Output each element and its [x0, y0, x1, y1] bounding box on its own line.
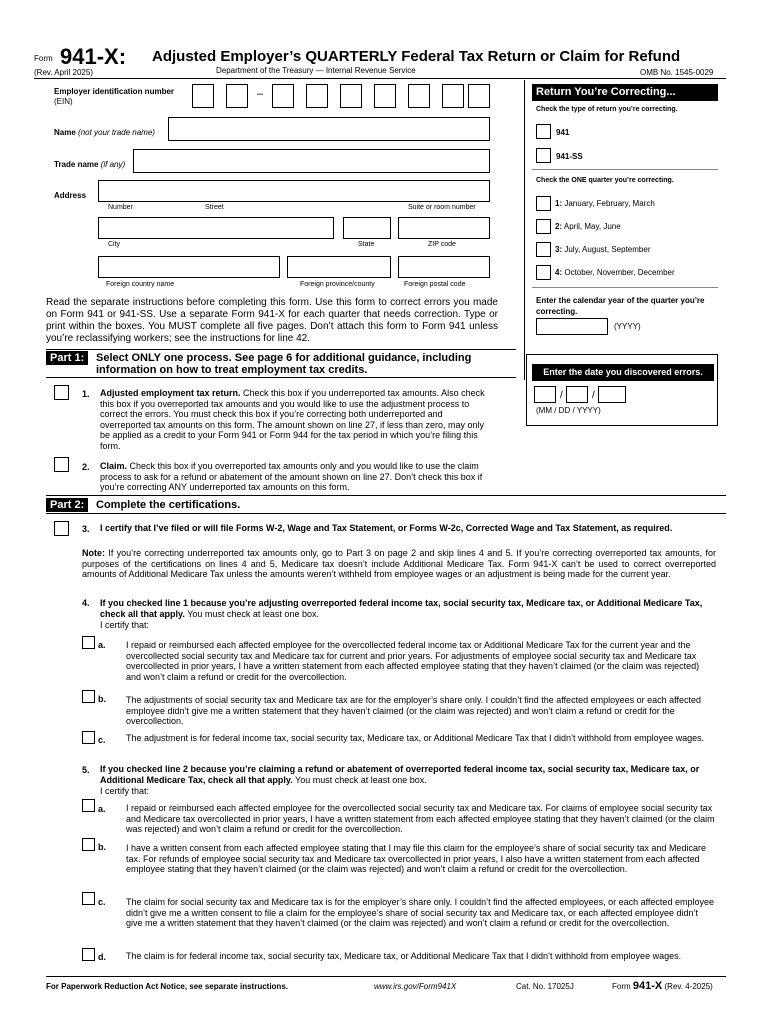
foreign-postal-caption: Foreign postal code: [404, 281, 466, 288]
omb-number: OMB No. 1545-0029: [640, 68, 714, 77]
line-5b-letter: b.: [98, 842, 106, 852]
part2-tag: Part 2:: [46, 498, 88, 512]
checkbox-quarter-3[interactable]: [536, 242, 551, 257]
line-3-number: 3.: [82, 524, 90, 534]
checkbox-line-4c[interactable]: [82, 731, 95, 744]
quarter-1-num: 1:: [555, 199, 563, 208]
checkbox-line-1[interactable]: [54, 385, 69, 400]
panel-rule-1: [532, 169, 718, 170]
date-format-caption: (MM / DD / YYYY): [536, 406, 601, 415]
line-4-certify: I certify that:: [100, 620, 150, 630]
paperwork-notice: For Paperwork Reduction Act Notice, see separate instructions.: [46, 982, 288, 991]
line-2-number: 2.: [82, 462, 90, 472]
line-1-bold: Adjusted employment tax return.: [100, 388, 241, 398]
header-rule: [34, 78, 726, 79]
line-4b-letter: b.: [98, 694, 106, 704]
quarter-1-text: January, February, March: [564, 199, 655, 208]
checkbox-line-2[interactable]: [54, 457, 69, 472]
line-5-body: You must check at least one box.: [292, 774, 427, 785]
date-day-field[interactable]: [566, 386, 588, 403]
line-4c-text: The adjustment is for federal income tax, social security tax, Medicare tax, or Additional Medicare Tax that I didn’t withhold from employee wages.: [126, 733, 705, 743]
line-2-text: [100, 461, 496, 493]
line-5-certify: I certify that:: [100, 786, 150, 796]
part1-title-rule: [46, 377, 516, 378]
line-5a-text: I repaid or reimbursed each affected employee for the overcollected social security tax and Medicare tax. For claims of employee social security tax and Medicare tax overcollected in prior years, I have a written statement from each affected employee stating that they haven’t claimed (or the claim was rejected) and won’t claim a refund or credit for the overcollection.: [126, 803, 715, 834]
line-5d-text: The claim is for federal income tax, social security tax, Medicare tax, or Additional Medicare Tax that I didn’t withhold from employee wages.: [126, 951, 682, 961]
checkbox-941[interactable]: [536, 124, 551, 139]
line-1-text: [100, 388, 496, 451]
line-4-bold: If you checked line 1 because you’re adjusting overreported federal income tax, social security tax, Medicare tax, or Additional Medicare Tax, check all that apply.: [100, 598, 703, 619]
ein-digit-4[interactable]: [306, 84, 328, 108]
check-quarter-label: [536, 177, 674, 184]
check-quarter-one: ONE: [571, 177, 587, 184]
address-street-field[interactable]: [98, 180, 490, 202]
part1-tag: Part 1:: [46, 351, 88, 365]
name-label: [54, 128, 155, 137]
state-field[interactable]: [343, 217, 391, 239]
checkbox-line-4a[interactable]: [82, 636, 95, 649]
ein-digit-6[interactable]: [374, 84, 396, 108]
line-4c-letter: c.: [98, 735, 106, 745]
line-2-body: Check this box if you overreported tax amounts only and you would like to use the claim process to ask for a refund or abatement of the amount shown on line 27. Don’t check this box if you’re correcting ANY underreported tax amounts on this form.: [100, 461, 483, 492]
line-4-number: 4.: [82, 598, 90, 608]
number-caption: Number: [108, 204, 133, 211]
line-2-bold: Claim.: [100, 461, 128, 471]
city-caption: City: [108, 241, 121, 248]
foreign-country-field[interactable]: [98, 256, 280, 278]
footer-rule: [46, 976, 726, 977]
name-label-text: Name: [54, 128, 76, 137]
check-quarter-pre: Check the: [536, 177, 572, 184]
ein-sublabel: (EIN): [54, 97, 73, 106]
date-discovered-header: Enter the date you discovered errors.: [532, 364, 714, 381]
line-4-body: You must check at least one box.: [184, 608, 319, 619]
checkbox-line-5b[interactable]: [82, 838, 95, 851]
zip-field[interactable]: [398, 217, 490, 239]
intro-paragraph: Read the separate instructions before completing this form. Use this form to correct errors you made on Form 941 or 941-SS. Use a separate Form 941-X for each quarter that needs correction. Type or print within the boxes. You MUST complete all five pages. Don’t attach this form to Form 941 unless you’re reclassifying workers; see the instructions for line 42.: [46, 297, 498, 344]
right-panel-divider: [524, 80, 525, 380]
checkbox-line-5a[interactable]: [82, 799, 95, 812]
option-941ss-label: 941-SS: [556, 152, 583, 161]
line-1-number: 1.: [82, 389, 90, 399]
ein-digit-8[interactable]: [442, 84, 464, 108]
revision-date: (Rev. April 2025): [34, 68, 93, 77]
footer-rev: (Rev. 4-2025): [664, 982, 713, 991]
line-5b-text: I have a written consent from each affected employee stating that I may file this claim for the employee’s share of social security tax and Medicare tax. For refunds of employee social security tax and Medicare tax overcollected in prior years, I also have a written statement from each affected employee stating that they haven’t claimed (or the claim was rejected) and won’t claim a refund or credit for the overcollection.: [126, 843, 706, 874]
part2-top-rule: [46, 495, 726, 496]
line-5-number: 5.: [82, 765, 90, 775]
part1-title: Select ONLY one process. See page 6 for additional guidance, including information on how to treat employment tax credits.: [96, 352, 472, 376]
quarter-2-num: 2:: [555, 222, 563, 231]
ein-digit-9[interactable]: [468, 84, 490, 108]
line-5-bold: If you checked line 2 because you’re claiming a refund or abatement of overreported federal income tax, social security tax, Medicare tax, or Additional Medicare Tax, check all that apply.: [100, 764, 700, 785]
trade-name-field[interactable]: [133, 149, 490, 173]
date-year-field[interactable]: [598, 386, 626, 403]
foreign-country-caption: Foreign country name: [106, 281, 175, 288]
date-slash-2: /: [592, 390, 595, 401]
quarter-1-label: [555, 199, 655, 208]
date-month-field[interactable]: [534, 386, 556, 403]
street-caption: Street: [205, 204, 224, 211]
foreign-province-caption: Foreign province/county: [300, 281, 375, 288]
footer-form-number: 941-X: [632, 980, 663, 992]
line-4b-text: The adjustments of social security tax and Medicare tax are for the employer’s share only. I couldn’t find the affected employees or each affected employee didn’t give me a written statement that they haven’t claimed (or the claim was rejected) and won’t claim a refund or credit for the overcollection.: [126, 695, 701, 726]
line-4-text: [100, 598, 716, 619]
line-5c-letter: c.: [98, 897, 106, 907]
note-paragraph: [82, 548, 716, 580]
quarter-3-label: [555, 245, 650, 254]
yyyy-caption: (YYYY): [614, 322, 641, 331]
form-word: Form: [34, 54, 53, 63]
department-line: Department of the Treasury — Internal Revenue Service: [216, 66, 416, 75]
calendar-year-field[interactable]: [536, 318, 608, 335]
line-3-text: I certify that I’ve filed or will file Forms W-2, Wage and Tax Statement, or Forms W-2c, Corrected Wage and Tax Statement, as required.: [100, 523, 673, 533]
return-correcting-header: Return You’re Correcting...: [532, 84, 718, 101]
line-1-body: Check this box if you underreported tax amounts. Also check this box if you overreported tax amounts and you would like to use the adjustment process to correct the errors. You must check this box if you’re correcting both underreported and overreported tax amounts on this form. The amount shown on line 27, if less than zero, may only be applied as a credit to your Form 941 or Form 944 for the tax period in which you’re filing this form.: [100, 388, 485, 451]
trade-label-note: (if any): [100, 160, 126, 169]
form-number: 941-X:: [60, 44, 127, 69]
ein-digit-2[interactable]: [226, 84, 248, 108]
ein-digit-7[interactable]: [408, 84, 430, 108]
quarter-3-num: 3:: [555, 245, 563, 254]
foreign-postal-field[interactable]: [398, 256, 490, 278]
quarter-4-text: October, November, December: [564, 268, 675, 277]
line-5-text: [100, 764, 716, 785]
line-4a-text: I repaid or reimbursed each affected employee for the overcollected federal income tax or Additional Medicare Tax for the current year and the overcollected social security tax and Medicare tax for current and prior years. For adjustments of employee social security tax and Medicare tax overcollected in prior years, I have a written statement from each affected employee stating that they haven’t claimed (or the claim was rejected) and won’t claim a refund or credit for the overcollection.: [126, 640, 700, 682]
calendar-year-label: Enter the calendar year of the quarter you’re correcting.: [536, 296, 705, 316]
quarter-2-text: April, May, June: [563, 222, 621, 231]
option-941-label: 941: [556, 128, 570, 137]
ein-label: Employer identification number: [54, 87, 175, 96]
quarter-4-label: [555, 268, 675, 277]
foreign-province-field[interactable]: [287, 256, 391, 278]
footer-form-word: Form: [612, 982, 631, 991]
line-5c-text: The claim for social security tax and Medicare tax is for the employer’s share only. I couldn’t find the affected employees, or each affected employee didn’t give me a written consent to file a claim for the employee’s share of social security tax and Medicare tax, or each affected employee didn’t give me a written statement that they haven’t claimed (or the claim was rejected) and won’t claim a refund or credit for the overcollection.: [126, 897, 714, 928]
city-field[interactable]: [98, 217, 334, 239]
address-label: Address: [54, 191, 87, 200]
panel-rule-2: [532, 287, 718, 288]
ein-digit-1[interactable]: [192, 84, 214, 108]
checkbox-quarter-1[interactable]: [536, 196, 551, 211]
note-body: If you’re correcting underreported tax amounts only, go to Part 3 on page 2 and skip lines 4 and 5. If you’re correcting overreported tax amounts, for purposes of the certifications on lines 4 and 5, Medicare tax doesn’t include Additional Medicare Tax. Form 941-X can’t be used to correct overreported amounts of Additional Medicare Tax unless the amounts weren’t withheld from employee wages or an adjustment is being made for the current year.: [82, 548, 716, 579]
state-caption: State: [358, 241, 375, 248]
line-4a-letter: a.: [98, 640, 106, 650]
zip-caption: ZIP code: [428, 241, 456, 248]
checkbox-quarter-4[interactable]: [536, 265, 551, 280]
quarter-4-num: 4:: [555, 268, 563, 277]
part2-title: Complete the certifications.: [96, 499, 241, 511]
checkbox-line-4b[interactable]: [82, 690, 95, 703]
line-5d-letter: d.: [98, 952, 106, 962]
line-5a-letter: a.: [98, 804, 106, 814]
checkbox-941-ss[interactable]: [536, 148, 551, 163]
part2-title-rule: [46, 513, 726, 514]
footer-form-id: [612, 980, 713, 992]
checkbox-quarter-2[interactable]: [536, 219, 551, 234]
ein-digit-3[interactable]: [272, 84, 294, 108]
quarter-3-text: July, August, September: [564, 245, 651, 254]
trade-name-label: [54, 160, 125, 169]
checkbox-line-5d[interactable]: [82, 948, 95, 961]
catalog-number: Cat. No. 17025J: [516, 982, 574, 991]
check-type-label: Check the type of return you’re correcting.: [536, 106, 678, 113]
checkbox-line-3[interactable]: [54, 521, 69, 536]
quarter-2-label: [555, 222, 621, 231]
note-label: Note:: [82, 548, 105, 558]
form-title: Adjusted Employer’s QUARTERLY Federal Tax Return or Claim for Refund: [152, 48, 681, 65]
name-field[interactable]: [168, 117, 490, 141]
irs-url[interactable]: www.irs.gov/Form941X: [374, 982, 457, 991]
part1-top-rule: [46, 349, 516, 350]
checkbox-line-5c[interactable]: [82, 892, 95, 905]
ein-dash: –: [257, 88, 264, 100]
suite-caption: Suite or room number: [408, 204, 476, 211]
check-quarter-post: quarter you’re correcting.: [586, 177, 674, 184]
name-label-note: (not your trade name): [78, 128, 155, 137]
ein-digit-5[interactable]: [340, 84, 362, 108]
date-slash-1: /: [560, 390, 563, 401]
trade-label-text: Trade name: [54, 160, 99, 169]
